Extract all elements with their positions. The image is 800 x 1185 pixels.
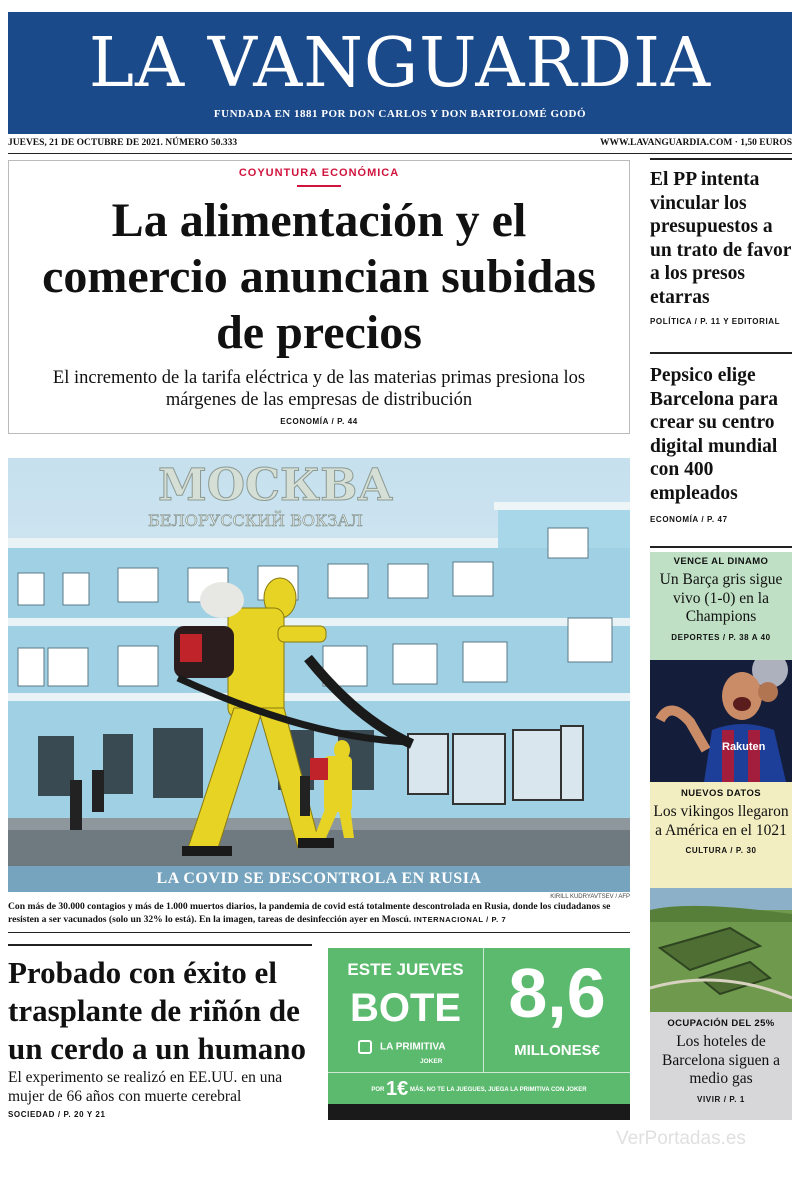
divider bbox=[650, 546, 792, 548]
teaser-kicker: NUEVOS DATOS bbox=[681, 788, 761, 799]
side-story-1-section[interactable]: POLÍTICA / P. 11 Y EDITORIAL bbox=[650, 317, 781, 326]
side-story-1[interactable] bbox=[650, 168, 792, 326]
photo-caption-title[interactable]: LA COVID SE DESCONTROLA EN RUSIA bbox=[156, 870, 482, 887]
teaser-lifestyle[interactable] bbox=[650, 1012, 792, 1120]
ad-bottom-bar bbox=[328, 1104, 630, 1120]
jackpot-unit: MILLONES€ bbox=[514, 1042, 600, 1059]
divider bbox=[8, 944, 312, 946]
divider bbox=[650, 352, 792, 354]
teaser-headline[interactable]: Los vikingos llegaron a América en el 1021 bbox=[653, 803, 789, 839]
photo-caption-bar bbox=[8, 866, 630, 892]
lead-deck: El incremento de la tarifa eléctrica y de las materias primas presiona los márgenes de las empresas de distribución bbox=[52, 368, 586, 410]
ad-footer-text: MÁS, NO TE LA JUEGUES, JUEGA LA PRIMITIVA CON JOKER bbox=[409, 1087, 587, 1094]
story-deck: El experimento se realizó en EE.UU. en una mujer de 66 años con muerte cerebral bbox=[8, 1069, 283, 1105]
ad-joker: JOKER bbox=[420, 1058, 443, 1065]
story-headline[interactable]: Probado con éxito el trasplante de riñón de un cerdo a un humano bbox=[8, 955, 307, 1066]
jackpot-amount: 8,6 bbox=[508, 954, 606, 1032]
photo-credit: KIRILL KUDRYAVTSEV / AFP bbox=[550, 894, 630, 900]
main-photo[interactable] bbox=[8, 458, 630, 892]
kicker-underline bbox=[297, 185, 341, 187]
cutline-section[interactable]: INTERNACIONAL / P. 7 bbox=[413, 914, 507, 924]
jersey-sponsor: Rakuten bbox=[722, 741, 766, 753]
side-story-2-section[interactable]: ECONOMÍA / P. 47 bbox=[650, 515, 728, 524]
ad-footer-prefix: POR bbox=[371, 1087, 385, 1094]
teaser-headline[interactable]: Los hoteles de Barcelona siguen a medio gas bbox=[662, 1033, 780, 1087]
ad-footer-amount: 1€ bbox=[386, 1078, 409, 1100]
lead-kicker: COYUNTURA ECONÓMICA bbox=[238, 167, 400, 179]
ad-divider bbox=[328, 1072, 630, 1073]
sign-moskva: МОСКВА bbox=[158, 460, 394, 511]
primitiva-icon bbox=[358, 1040, 372, 1054]
primitiva-logo bbox=[358, 1040, 446, 1054]
lead-headline[interactable]: La alimentación y el comercio anuncian subidas de precios bbox=[42, 194, 596, 359]
ad-line-2: BOTE bbox=[349, 986, 462, 1030]
teaser-culture[interactable] bbox=[650, 782, 792, 888]
lead-section[interactable]: ECONOMÍA / P. 44 bbox=[280, 417, 358, 426]
sign-belorussky: БЕЛОРУССКИЙ ВОКЗАЛ bbox=[148, 511, 363, 530]
photo-cutline bbox=[8, 901, 630, 926]
ad-line-1: ESTE JUEVES bbox=[347, 960, 464, 979]
viking-site-photo[interactable] bbox=[650, 888, 792, 1012]
ad-brand: LA PRIMITIVA bbox=[380, 1041, 446, 1053]
teaser-headline[interactable]: Un Barça gris sigue vivo (1-0) en la Champions bbox=[659, 571, 783, 625]
masthead bbox=[8, 12, 792, 134]
cutline-text: Con más de 30.000 contagios y más de 1.000 muertos diarios, la pandemia de covid está totalmente descontrolada en Rusia, donde los ciudadanos se resisten a ser vacunados (solo un 32% lo está). En la imagen, tareas de desinfección ayer en Moscú. bbox=[8, 901, 611, 925]
viking-ruins-illustration bbox=[650, 888, 792, 1012]
lottery-ad[interactable] bbox=[328, 948, 630, 1120]
teaser-section[interactable]: DEPORTES / P. 38 A 40 bbox=[671, 632, 771, 642]
side-story-2[interactable] bbox=[650, 364, 792, 524]
divider bbox=[8, 932, 630, 933]
newspaper-subtitle: FUNDADA EN 1881 POR DON CARLOS Y DON BARTOLOMÉ GODÓ bbox=[213, 108, 587, 120]
football-players-illustration bbox=[650, 660, 792, 782]
moscow-station-illustration bbox=[8, 458, 630, 892]
website-price: WWW.LAVANGUARDIA.COM · 1,50 EUROS bbox=[600, 138, 792, 148]
site-watermark: VerPortadas.es bbox=[616, 1128, 746, 1149]
teaser-section[interactable]: CULTURA / P. 30 bbox=[685, 846, 757, 855]
teaser-kicker: VENCE AL DINAMO bbox=[673, 556, 769, 567]
side-story-2-headline[interactable]: Pepsico elige Barcelona para crear su centro digital mundial con 400 empleados bbox=[650, 365, 779, 504]
divider bbox=[650, 158, 792, 160]
teaser-sports[interactable] bbox=[650, 552, 792, 660]
issue-date: JUEVES, 21 DE OCTUBRE DE 2021. NÚMERO 50.333 bbox=[8, 138, 238, 148]
divider bbox=[8, 153, 792, 154]
teaser-section[interactable]: VIVIR / P. 1 bbox=[697, 1094, 745, 1104]
ad-footer bbox=[328, 1078, 630, 1101]
lead-story[interactable] bbox=[8, 160, 630, 434]
side-story-1-headline[interactable]: El PP intenta vincular los presupuestos a un trato de favor a los presos etarras bbox=[650, 169, 792, 308]
dateline bbox=[8, 138, 792, 152]
teaser-kicker: OCUPACIÓN DEL 25% bbox=[667, 1018, 775, 1029]
newspaper-title: LA VANGUARDIA bbox=[88, 24, 712, 103]
football-photo[interactable] bbox=[650, 660, 792, 782]
story-section[interactable]: SOCIEDAD / P. 20 Y 21 bbox=[8, 1110, 106, 1119]
